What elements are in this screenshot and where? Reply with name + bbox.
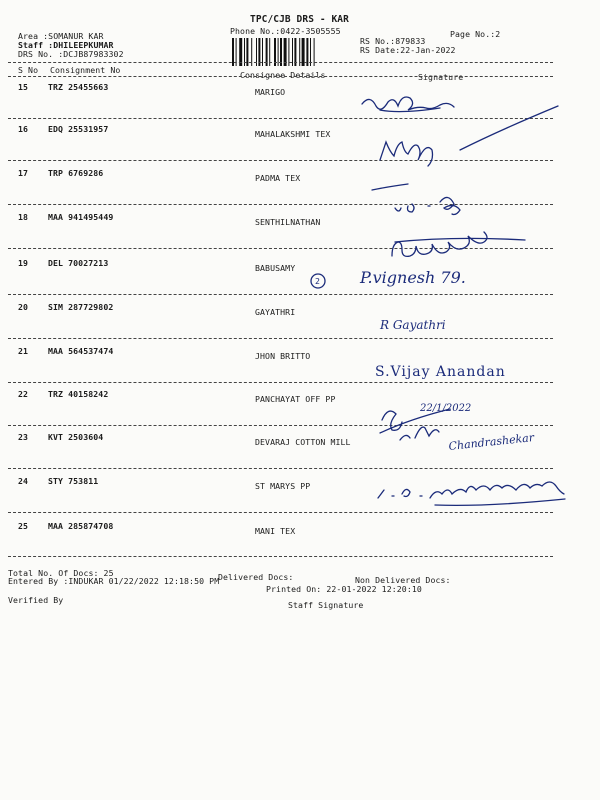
row-sno: 18	[18, 212, 29, 222]
delivered-docs: Delivered Docs:	[218, 572, 294, 582]
total-docs: Total No. Of Docs: 25	[8, 568, 114, 578]
row-sno: 19	[18, 258, 29, 268]
row-consignment: EDQ 25531957	[48, 124, 109, 134]
col-consignee: Consignee Details	[240, 70, 326, 80]
drs-number: DRS No. :DCJB87983302	[18, 49, 124, 59]
row-consignment: TRZ 40158242	[48, 389, 109, 399]
row-consignment: MAA 285874708	[48, 521, 114, 531]
document-title: TPC/CJB DRS - KAR	[250, 14, 349, 25]
entered-by: Entered By :INDUKAR 01/22/2022 12:18:50 PM	[8, 576, 220, 586]
page-number: Page No.:2	[450, 29, 501, 39]
row-consignee: DEVARAJ COTTON MILL	[255, 437, 351, 447]
row-consignment: MAA 564537474	[48, 346, 114, 356]
row-consignment: KVT 2503604	[48, 432, 104, 442]
signature-row19-mark: 2	[315, 276, 321, 286]
row-consignee: SENTHILNATHAN	[255, 217, 321, 227]
area-label: Area :SOMANUR KAR	[18, 31, 104, 41]
row-consignment: SIM 287729802	[48, 302, 114, 312]
signature-row19: P.vignesh 79.	[360, 268, 466, 287]
row-consignee: PADMA TEX	[255, 173, 301, 183]
row-consignment: STY 753811	[48, 476, 99, 486]
row-consignee: ST MARYS PP	[255, 481, 311, 491]
row-consignee: JHON BRITTO	[255, 351, 311, 361]
row-sno: 21	[18, 346, 29, 356]
col-consignment: Consignment No	[50, 65, 121, 75]
row-consignee: BABUSAMY	[255, 263, 296, 273]
footer-rule-top	[8, 556, 553, 557]
row-consignment: TRP 6769286	[48, 168, 104, 178]
row-sno: 15	[18, 82, 29, 92]
row-sno: 16	[18, 124, 29, 134]
col-signature: Signature	[418, 72, 464, 82]
row-sno: 17	[18, 168, 29, 178]
signature-row20: R Gayathri	[380, 318, 446, 332]
staff-label: Staff :DHILEEPKUMAR	[18, 40, 114, 50]
row-consignee: PANCHAYAT OFF PP	[255, 394, 336, 404]
row-consignee: MAHALAKSHMI TEX	[255, 129, 331, 139]
phone-number: Phone No.:0422-3505555	[230, 26, 341, 36]
signature-row22: 22/1/2022	[420, 403, 472, 414]
staff-signature: Staff Signature	[288, 600, 364, 610]
col-sno: S No	[18, 65, 39, 75]
row-consignee: MANI TEX	[255, 526, 296, 536]
signature-row23: Chandrashekar	[448, 431, 535, 453]
row-consignment: DEL 70027213	[48, 258, 109, 268]
signature-row21: S.Vijay Anandan	[375, 364, 506, 380]
row-sno: 24	[18, 476, 29, 486]
row-sno: 20	[18, 302, 29, 312]
non-delivered-docs: Non Delivered Docs:	[355, 575, 451, 585]
rs-number: RS No.:879833	[360, 36, 426, 46]
rs-date: RS Date:22-Jan-2022	[360, 45, 456, 55]
row-consignee: MARIGO	[255, 87, 286, 97]
row-consignment: TRZ 25455663	[48, 82, 109, 92]
verified-by: Verified By	[8, 595, 64, 605]
row-sno: 25	[18, 521, 29, 531]
row-consignment: MAA 941495449	[48, 212, 114, 222]
printed-on: Printed On: 22-01-2022 12:20:10	[266, 584, 422, 594]
row-sno: 22	[18, 389, 29, 399]
row-consignee: GAYATHRI	[255, 307, 296, 317]
row-sno: 23	[18, 432, 29, 442]
